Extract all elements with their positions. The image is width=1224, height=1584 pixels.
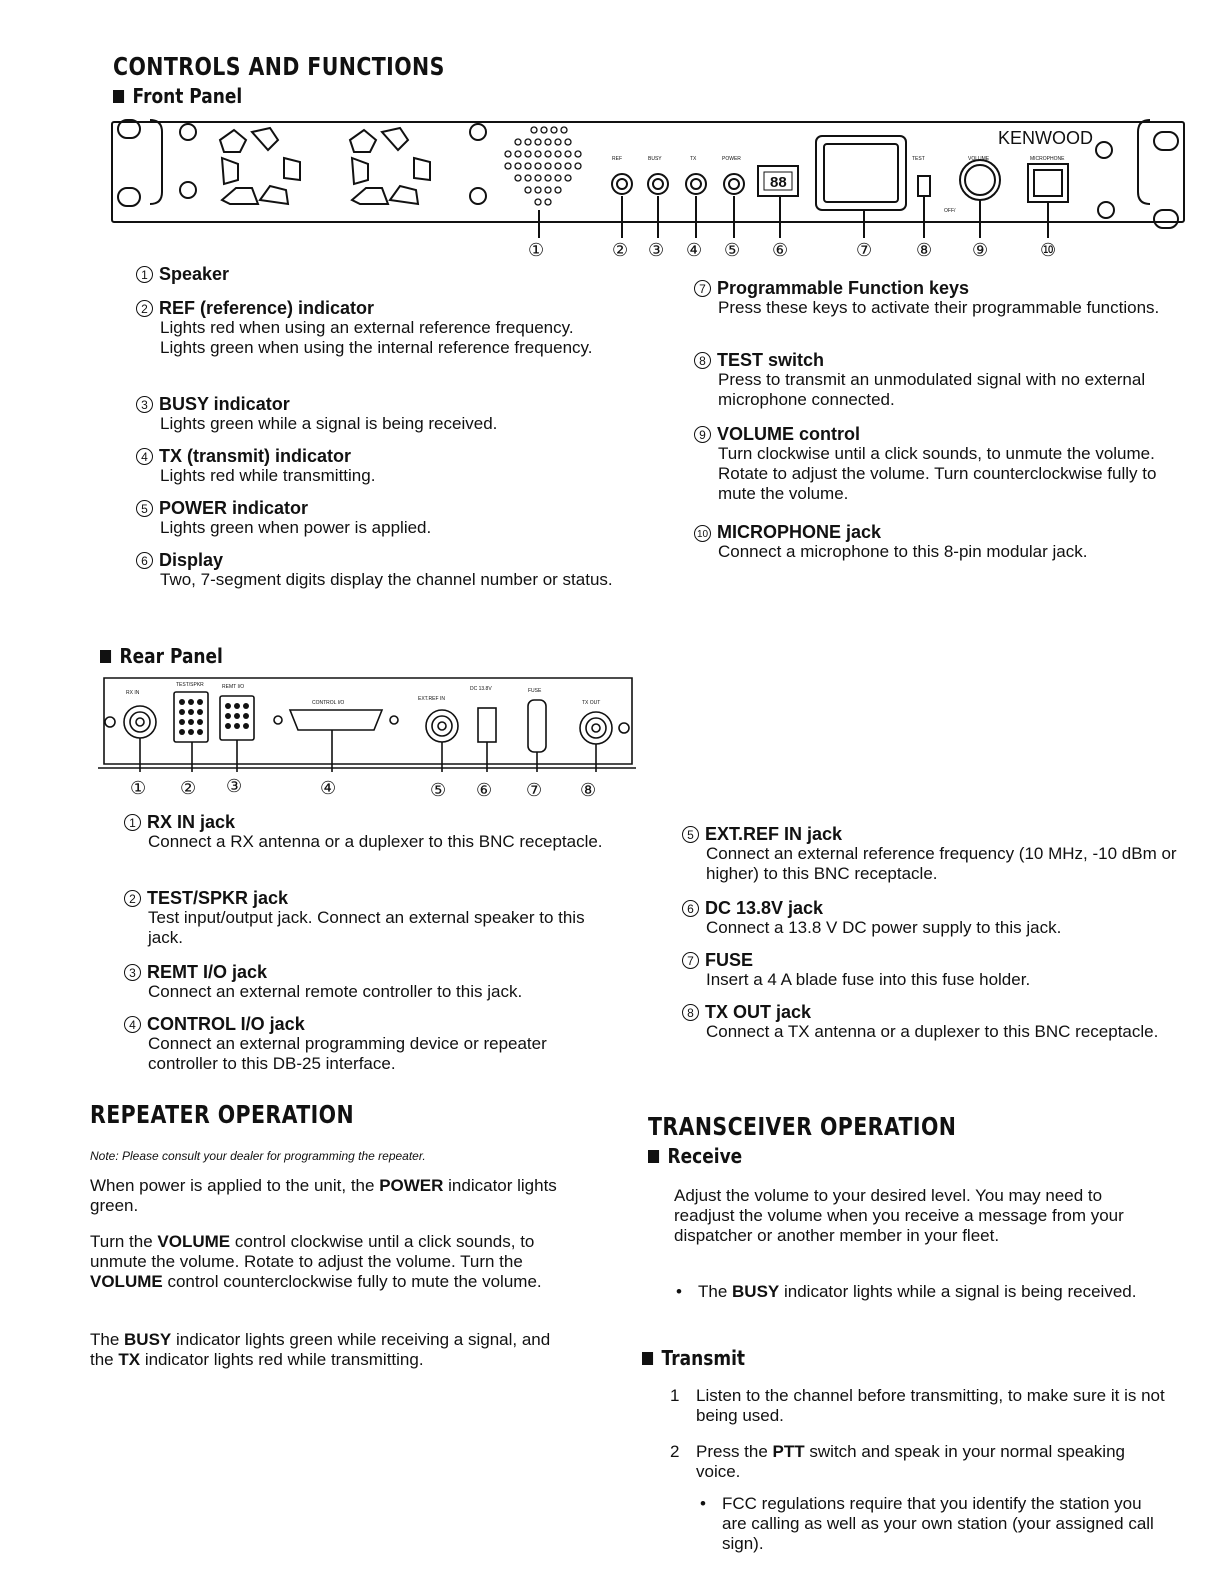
callout-3: ③ bbox=[648, 240, 665, 260]
svg-text:CONTROL I/O: CONTROL I/O bbox=[312, 700, 345, 706]
rear-callout-6: ⑥ bbox=[476, 780, 493, 800]
svg-text:RX IN: RX IN bbox=[126, 690, 140, 696]
front-item-10: 10 MICROPHONE jack Connect a microphone to this 8-pin modular jack. bbox=[694, 522, 1174, 562]
rear-callout-7: ⑦ bbox=[526, 780, 543, 800]
repeater-paragraph-1: When power is applied to the unit, the POWER indicator lights green. bbox=[90, 1176, 557, 1215]
svg-text:TEST: TEST bbox=[912, 156, 925, 162]
repeater-heading: REPEATER OPERATION bbox=[90, 1100, 355, 1129]
fan-right bbox=[350, 128, 430, 204]
indicator-leds bbox=[612, 174, 744, 194]
display-digits: 88 bbox=[770, 174, 787, 191]
brand-logo: KENWOOD bbox=[998, 128, 1094, 148]
svg-text:VOLUME: VOLUME bbox=[968, 156, 990, 162]
svg-text:TX: TX bbox=[690, 156, 697, 162]
callout-7: ⑦ bbox=[856, 240, 873, 260]
svg-text:TEST/SPKR: TEST/SPKR bbox=[176, 682, 204, 688]
callout-8: ⑧ bbox=[916, 240, 933, 260]
repeater-paragraph-3: The BUSY indicator lights green while receiving a signal, and the TX indicator lights red while transmitting. bbox=[90, 1330, 551, 1369]
rear-item-5: 5 EXT.REF IN jack Connect an external reference frequency (10 MHz, -10 dBm or higher) to this BNC receptacle. bbox=[682, 824, 1182, 884]
bullet-icon: • bbox=[676, 1282, 682, 1301]
svg-text:TX OUT: TX OUT bbox=[582, 700, 601, 706]
front-item-6: 6 Display Two, 7-segment digits display the channel number or status. bbox=[136, 550, 616, 590]
front-item-2: 2 REF (reference) indicator Lights red when using an external reference frequency. Lights green when using the internal reference frequency. bbox=[136, 298, 616, 358]
receive-bullet: • The BUSY indicator lights while a signal is being received. bbox=[676, 1282, 1137, 1301]
front-item-7: 7 Programmable Function keys Press these keys to activate their programmable functions. bbox=[694, 278, 1174, 318]
transceiver-heading: TRANSCEIVER OPERATION bbox=[648, 1112, 957, 1141]
transmit-step-1: 1 Listen to the channel before transmitting, to make sure it is not being used. bbox=[670, 1386, 1165, 1425]
square-bullet-icon bbox=[642, 1352, 653, 1365]
rear-panel-diagram bbox=[96, 672, 646, 782]
rear-callout-2: ② bbox=[180, 778, 197, 798]
page-title: CONTROLS AND FUNCTIONS bbox=[113, 52, 445, 81]
transmit-step-2: 2 Press the PTT switch and speak in your normal speaking voice. bbox=[670, 1442, 1125, 1481]
callout-10: ⑩ bbox=[1040, 240, 1057, 260]
rear-callout-8: ⑧ bbox=[580, 780, 597, 800]
front-item-4: 4 TX (transmit) indicator Lights red while transmitting. bbox=[136, 446, 616, 486]
front-item-1: 1 Speaker bbox=[136, 264, 616, 284]
svg-text:REMT I/O: REMT I/O bbox=[222, 684, 245, 690]
square-bullet-icon bbox=[113, 90, 124, 103]
svg-text:REF: REF bbox=[612, 156, 622, 162]
svg-text:FUSE: FUSE bbox=[528, 688, 542, 694]
speaker-grille bbox=[505, 127, 581, 205]
callout-6: ⑥ bbox=[772, 240, 789, 260]
rear-item-1: 1 RX IN jack Connect a RX antenna or a duplexer to this BNC receptacle. bbox=[124, 812, 604, 852]
callout-5: ⑤ bbox=[724, 240, 741, 260]
transmit-heading: Transmit bbox=[642, 1346, 745, 1370]
transmit-step-2-bullet: • FCC regulations require that you identify the station you are calling as well as your own station (your assigned call sign). bbox=[700, 1494, 1154, 1553]
svg-text:MICROPHONE: MICROPHONE bbox=[1030, 156, 1065, 162]
front-item-9: 9 VOLUME control Turn clockwise until a click sounds, to unmute the volume. Rotate to adjust the volume. Turn counterclockwise fully to mute the volume. bbox=[694, 424, 1174, 504]
rear-panel-title: Rear Panel bbox=[119, 644, 223, 668]
rear-item-4: 4 CONTROL I/O jack Connect an external programming device or repeater controller to this DB-25 interface. bbox=[124, 1014, 604, 1074]
svg-text:POWER: POWER bbox=[722, 156, 741, 162]
front-panel-heading bbox=[113, 84, 242, 108]
rear-callout-5: ⑤ bbox=[430, 780, 447, 800]
rear-callout-1: ① bbox=[130, 778, 147, 798]
test-switch bbox=[918, 176, 930, 196]
rear-item-8: 8 TX OUT jack Connect a TX antenna or a duplexer to this BNC receptacle. bbox=[682, 1002, 1182, 1042]
callout-4: ④ bbox=[686, 240, 703, 260]
rear-panel-heading bbox=[100, 644, 223, 668]
square-bullet-icon bbox=[100, 650, 111, 663]
front-item-8: 8 TEST switch Press to transmit an unmodulated signal with no external microphone connected. bbox=[694, 350, 1174, 410]
svg-text:BUSY: BUSY bbox=[648, 156, 662, 162]
repeater-paragraph-2: Turn the VOLUME control clockwise until a click sounds, to unmute the volume. Rotate to adjust the volume. Turn the VOLUME control counterclockwise fully to mute the volume. bbox=[90, 1232, 542, 1291]
rear-item-3: 3 REMT I/O jack Connect an external remote controller to this jack. bbox=[124, 962, 604, 1002]
receive-paragraph: Adjust the volume to your desired level. You may need to readjust the volume when you receive a message from your dispatcher or another member in your fleet. bbox=[674, 1186, 1124, 1245]
function-keys-block bbox=[816, 136, 906, 210]
rear-item-7: 7 FUSE Insert a 4 A blade fuse into this fuse holder. bbox=[682, 950, 1182, 990]
fan-left bbox=[220, 128, 300, 204]
callout-2: ② bbox=[612, 240, 629, 260]
callout-9: ⑨ bbox=[972, 240, 989, 260]
left-handle bbox=[150, 120, 162, 204]
rear-item-6: 6 DC 13.8V jack Connect a 13.8 V DC power supply to this jack. bbox=[682, 898, 1182, 938]
square-bullet-icon bbox=[648, 1150, 659, 1163]
receive-heading: Receive bbox=[648, 1144, 742, 1168]
front-item-5: 5 POWER indicator Lights green when power is applied. bbox=[136, 498, 616, 538]
svg-text:DC 13.8V: DC 13.8V bbox=[470, 686, 492, 692]
left-rack-hole-bottom bbox=[118, 188, 140, 206]
svg-text:OFF/: OFF/ bbox=[944, 208, 956, 214]
front-panel-title: Front Panel bbox=[132, 84, 243, 108]
rear-callout-4: ④ bbox=[320, 778, 337, 798]
svg-text:EXT.REF IN: EXT.REF IN bbox=[418, 696, 445, 702]
rear-item-2: 2 TEST/SPKR jack Test input/output jack. Connect an external speaker to this jack. bbox=[124, 888, 604, 948]
front-item-3: 3 BUSY indicator Lights green while a signal is being received. bbox=[136, 394, 616, 434]
callout-1: ① bbox=[528, 240, 545, 260]
bullet-icon: • bbox=[700, 1494, 706, 1513]
repeater-note: Note: Please consult your dealer for programming the repeater. bbox=[90, 1149, 426, 1163]
rear-callout-3: ③ bbox=[226, 776, 243, 796]
